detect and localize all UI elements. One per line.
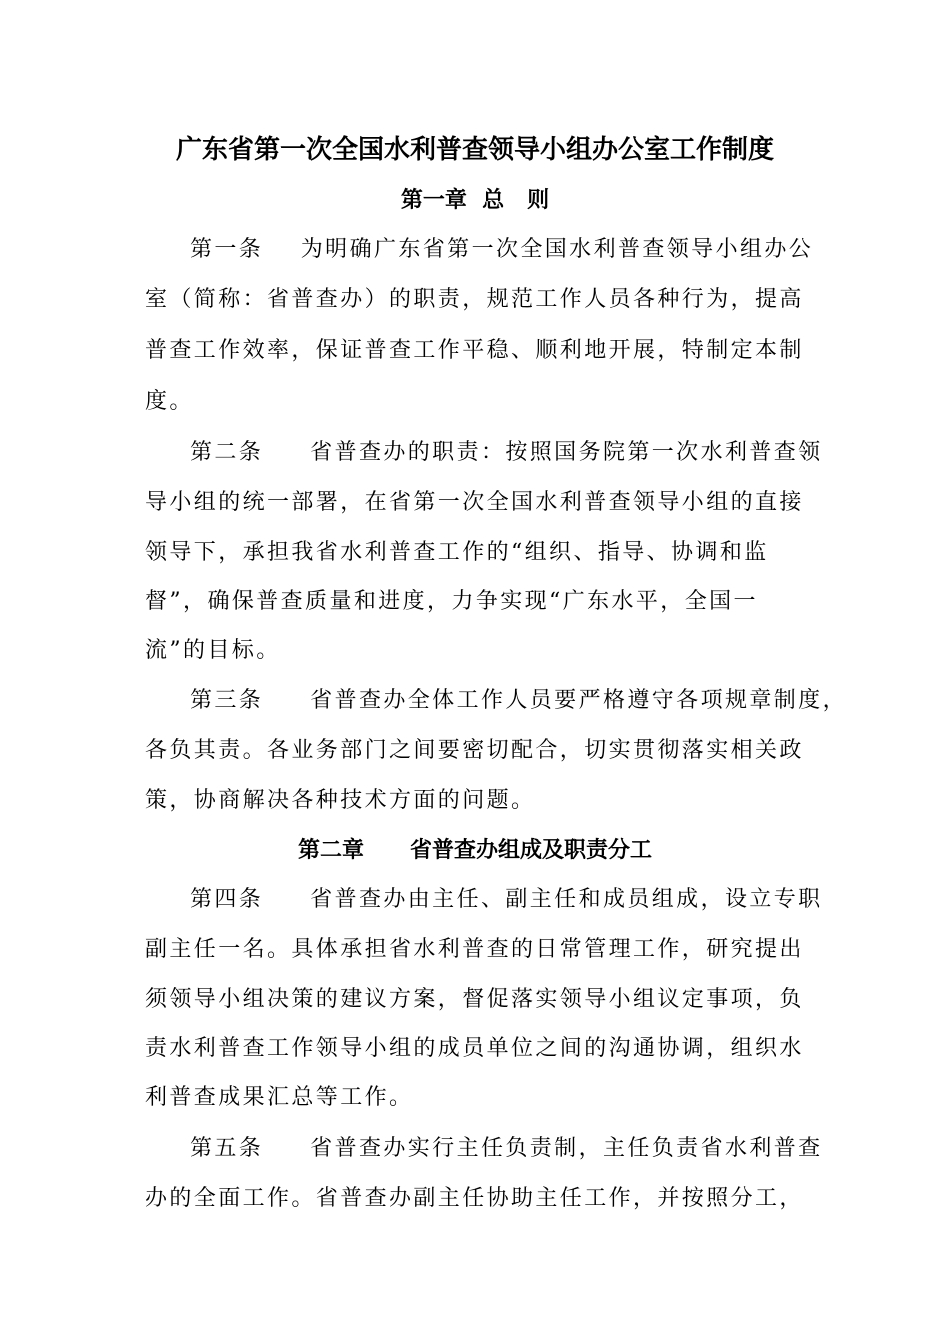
chapter-1-heading: 第一章 总 则 [400,187,550,213]
paragraph-line: 第五条 省普查办实行主任负责制，主任负责省水利普查 [190,1136,823,1161]
paragraph-line: 导小组的统一部署，在省第一次全国水利普查领导小组的直接 [145,490,804,515]
paragraph-line: 督”，确保普查质量和进度，力争实现“广东水平，全国一 [145,589,758,614]
paragraph-line: 利普查成果汇总等工作。 [145,1085,414,1110]
paragraph-line: 第二条 省普查办的职责：按照国务院第一次水利普查领 [190,440,823,465]
chapter-2-heading: 第二章 省普查办组成及职责分工 [298,837,652,863]
paragraph-line: 度。 [145,389,194,414]
paragraph-line: 须领导小组决策的建议方案，督促落实领导小组议定事项，负 [145,987,804,1012]
paragraph-line: 第三条 省普查办全体工作人员要严格遵守各项规章制度， [190,688,847,713]
paragraph-line: 责水利普查工作领导小组的成员单位之间的沟通协调，组织水 [145,1036,804,1061]
document-title: 广东省第一次全国水利普查领导小组办公室工作制度 [175,135,774,165]
paragraph-line: 领导下，承担我省水利普查工作的“组织、指导、协调和监 [145,540,769,565]
paragraph-line: 普查工作效率，保证普查工作平稳、顺利地开展，特制定本制 [145,338,804,363]
paragraph-line: 第四条 省普查办由主任、副主任和成员组成，设立专职 [190,887,823,912]
paragraph-line: 副主任一名。具体承担省水利普查的日常管理工作，研究提出 [145,937,804,962]
paragraph-line: 各负其责。各业务部门之间要密切配合，切实贯彻落实相关政 [145,738,804,763]
paragraph-line: 流”的目标。 [145,638,281,663]
paragraph-line: 策，协商解决各种技术方面的问题。 [145,788,536,813]
paragraph-line: 办的全面工作。省普查办副主任协助主任工作，并按照分工， [145,1186,804,1211]
paragraph-line: 室（简称：省普查办）的职责，规范工作人员各种行为，提高 [145,287,804,312]
paragraph-line: 第一条 为明确广东省第一次全国水利普查领导小组办公 [190,237,814,262]
